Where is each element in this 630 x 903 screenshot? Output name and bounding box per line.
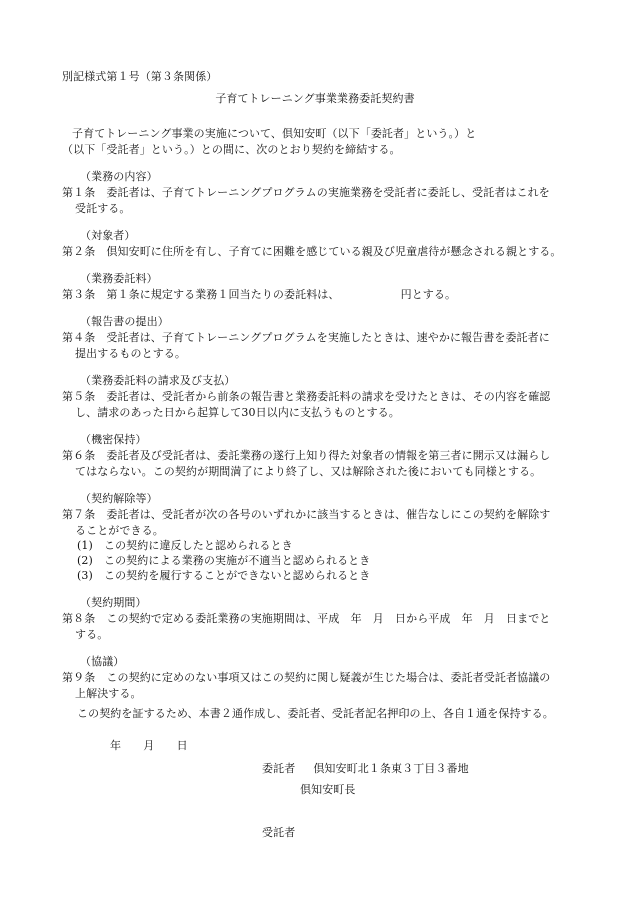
form-label: 別記様式第１号（第３条関係） (62, 70, 218, 83)
closing-statement: この契約を証するため、本書２通作成し、委託者、受託者記名押印の上、各自１通を保持する。 (77, 707, 554, 720)
article-1-heading: （業務の内容） (80, 170, 158, 183)
article-6-line-1: 第６条 委託者及び受託者は、委託業務の遂行上知り得た対象者の情報を第三者に開示又は漏らし (62, 449, 551, 462)
article-2-heading: （対象者） (80, 229, 136, 242)
article-9-heading: （協議） (80, 655, 125, 668)
article-4-line-1: 第４条 受託者は、子育てトレーニングプログラムを実施したときは、速やかに報告書を委託者に (62, 331, 550, 344)
article-1-line-2: 受託する。 (75, 202, 131, 215)
date-line: 年 月 日 (110, 739, 188, 752)
article-8-line-2: する。 (75, 628, 109, 641)
article-5-line-2: し、請求のあった日から起算して30日以内に支払うものとする。 (75, 406, 400, 419)
article-9-line-1: 第９条 この契約に定めのない事項又はこの契約に関し疑義が生じた場合は、委託者受託者協議の (62, 671, 551, 684)
document-title: 子育てトレーニング事業業務委託契約書 (215, 92, 415, 105)
contractor-address: 倶知安町北１条東３丁目３番地 (313, 762, 469, 775)
article-4-line-2: 提出するものとする。 (75, 347, 186, 360)
article-4-heading: （報告書の提出） (80, 315, 169, 328)
article-7-heading: （契約解除等） (80, 492, 158, 505)
contractor-name: 倶知安町長 (300, 783, 356, 796)
article-1-line-1: 第１条 委託者は、子育てトレーニングプログラムの実施業務を受託者に委託し、受託者はこれを (62, 186, 550, 199)
article-5-heading: （業務委託料の請求及び支払） (80, 374, 236, 387)
article-5-line-1: 第５条 委託者は、受託者から前条の報告書と業務委託料の請求を受けたときは、その内容を確認 (62, 390, 551, 403)
article-3-heading: （業務委託料） (80, 272, 158, 285)
article-7-line-2: ることができる。 (75, 524, 164, 537)
contractor-label: 委託者 (262, 762, 296, 775)
article-7-line-1: 第７条 委託者は、受託者が次の各号のいずれかに該当するときは、催告なしにこの契約を解除す (62, 508, 551, 521)
intro-line-1: 子育てトレーニング事業の実施について、倶知安町（以下「委託者」という。）と (72, 127, 477, 140)
article-7-item-2: (2) この契約による業務の実施が不適当と認められるとき (77, 554, 371, 567)
article-8-line-1: 第８条 この契約で定める委託業務の実施期間は、平成 年 月 日から平成 年 月 日までと (62, 612, 551, 625)
article-2-line-1: 第２条 倶知安町に住所を有し、子育てに困難を感じている親及び児童虐待が懸念される親とする。 (62, 245, 562, 258)
intro-line-2: （以下「受託者」という。）との間に、次のとおり契約を締結する。 (62, 143, 401, 156)
trustee-label: 受託者 (262, 826, 296, 839)
article-8-heading: （契約期間） (80, 596, 147, 609)
article-6-heading: （機密保持） (80, 433, 147, 446)
article-7-item-1: (1) この契約に違反したと認められるとき (77, 539, 293, 552)
contractor-block (262, 762, 469, 775)
article-3-line-1: 第３条 第１条に規定する業務１回当たりの委託料は、 円とする。 (62, 288, 457, 301)
article-7-item-3: (3) この契約を履行することができないと認められるとき (77, 569, 371, 582)
article-6-line-2: てはならない。この契約が期間満了により終了し、又は解除された後においても同様とする。 (75, 465, 542, 478)
article-9-line-2: 上解決する。 (75, 687, 142, 700)
